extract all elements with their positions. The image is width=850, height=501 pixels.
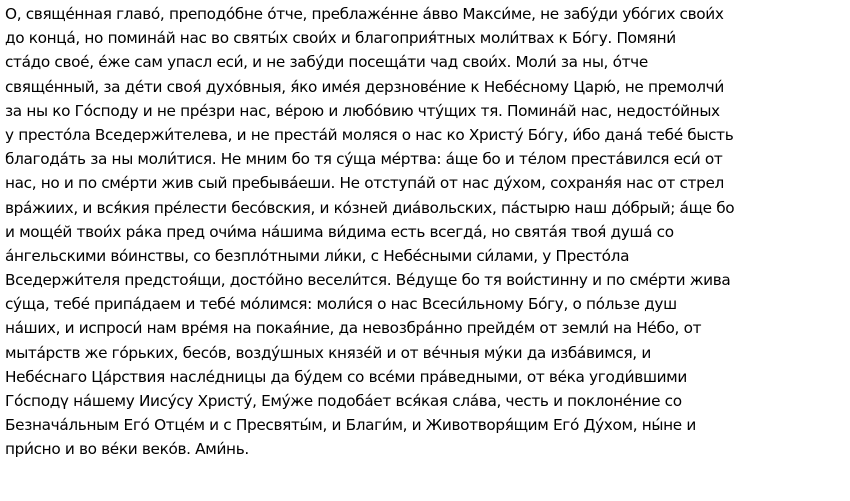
- prayer-line-5: за ны ко Го́споду и не пре́зри нас, ве́рою и любо́вию чту́щих тя. Помина́й нас, недосто́йных: [5, 101, 720, 120]
- prayer-line-7: благода́ть за ны моли́тися. Не мним бо тя су́ща ме́ртва: а́ще бо и те́лом преста́вился еси́ от: [5, 150, 723, 169]
- prayer-line-15: мыта́рств же го́рьких, бесо́в, возду́шных князе́й и от ве́чныя му́ки да изба́вимся, и: [5, 343, 651, 362]
- prayer-line-16: Небе́снаго Ца́рствия насле́дницы да бу́дем со все́ми пра́ведными, от ве́ка угоди́вшими: [5, 367, 687, 386]
- prayer-line-12: Вседержи́теля предстоя́щи, досто́йно весели́тся. Ве́дуще бо тя вои́стинну и по сме́рти жива: [5, 271, 731, 290]
- prayer-line-11: а́нгельскими во́инствы, со безпло́тными ли́ки, с Небе́сными си́лами, у Престо́ла: [5, 246, 630, 265]
- prayer-line-14: на́ших, и испроси́ нам вре́мя на покая́ние, да невозбра́нно прейде́м от земли́ на Не́бо, от: [5, 319, 702, 338]
- prayer-line-1: О, свяще́нная главо́, преподо́бне о́тче, преблаже́нне а́вво Макси́ме, не забу́ди убо́гих свои́х: [5, 5, 724, 23]
- prayer-line-8: нас, но и по сме́рти жив сый пребыва́еши. Не отступа́й от нас ду́хом, сохраня́я нас от стрел: [5, 174, 724, 193]
- prayer-line-9: вра́жиих, и вся́кия пре́лести бесо́вския, и ко́зней диа́вольских, па́стырю наш до́брый; а́ще бо: [5, 198, 735, 217]
- prayer-line-13: су́ща, тебе́ припа́даем и тебе́ мо́лимся: моли́ся о нас Всеси́льному Бо́гу, о по́льзе душ: [5, 295, 677, 314]
- prayer-line-10: и моще́й твои́х ра́ка пред очи́ма на́шима ви́дима есть всегда́, но свята́я твоя́ душа́ со: [5, 222, 674, 241]
- prayer-line-6: у престо́ла Вседержи́телева, и не преста́й моляся о нас ко Христу́ Бо́гу, и́бо дана́ тебе́ бысть: [5, 125, 734, 144]
- prayer-line-18: Безнача́льным Его́ Отце́м и с Пресвяты́м, и Благи́м, и Животворя́щим Его́ Ду́хом, ны́не и: [5, 416, 696, 435]
- prayer-line-19: при́сно и во ве́ки веко́в. Ами́нь.: [5, 440, 249, 459]
- prayer-line-3: ста́до свое́, е́же сам упасл еси́, и не забу́ди посеща́ти чад свои́х. Моли́ за ны, о́тче: [5, 53, 648, 72]
- prayer-line-17: Го́сподү на́шему Иису́су Христу́, Ему́же подоба́ет вся́кая сла́ва, честь и поклоне́ние со: [5, 392, 682, 410]
- prayer-text-block: [5, 2, 847, 462]
- prayer-line-2: до конца́, но помина́й нас во святы́х свои́х и благоприя́тных моли́твах к Бо́гу. Помяни́: [5, 29, 676, 48]
- prayer-line-4: свяще́нный, за де́ти своя́ духо́вныя, я́ко име́я дерзнове́ние к Небе́сному Царю́, не премолчи́: [5, 77, 724, 96]
